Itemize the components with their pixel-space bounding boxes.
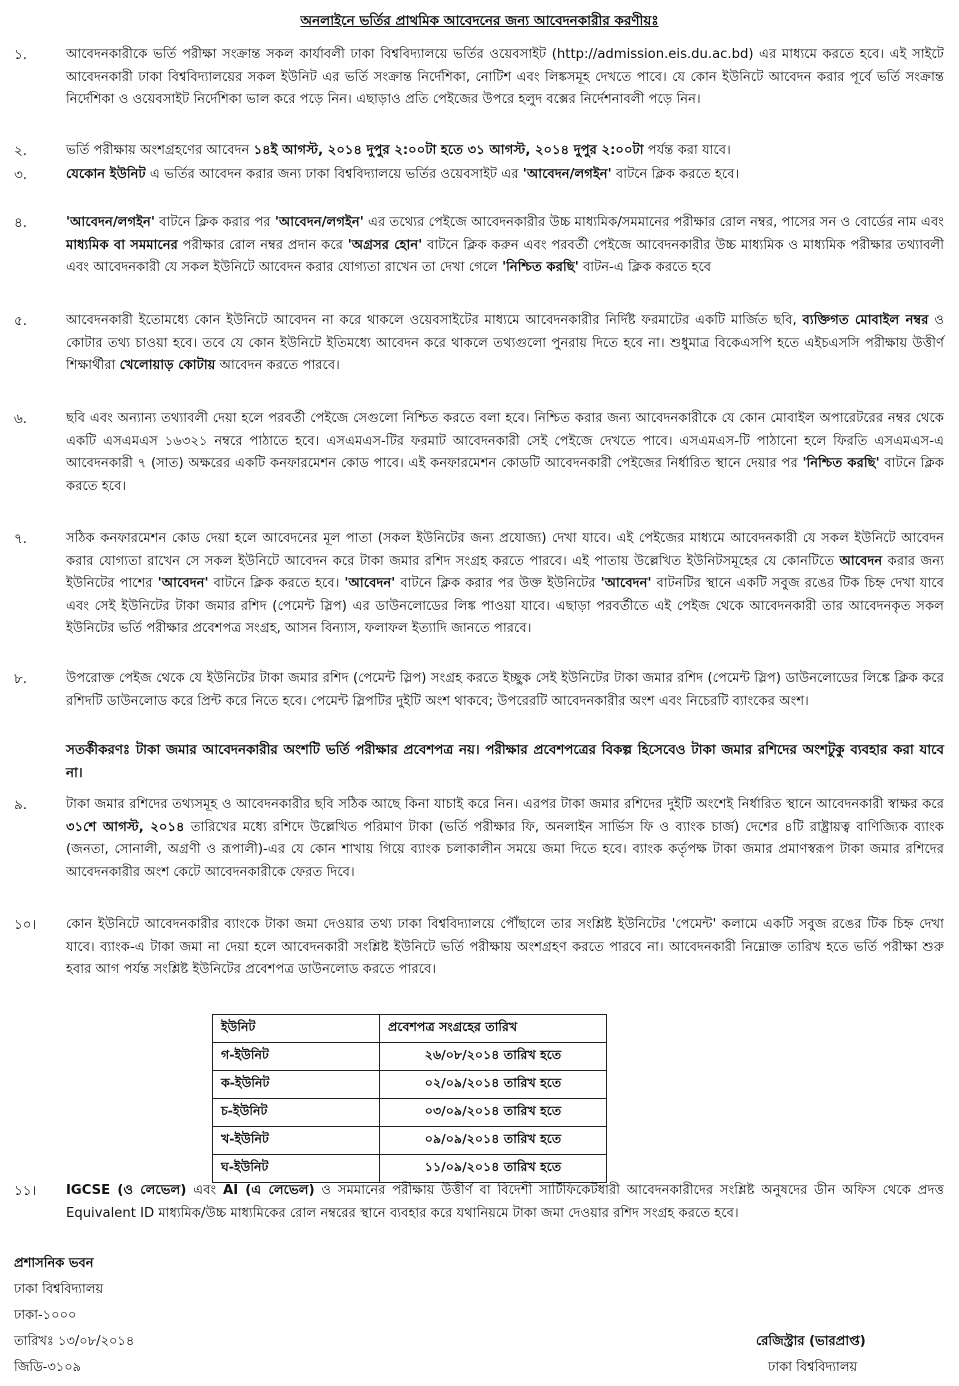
instruction-item xyxy=(14,1180,944,1225)
date-cell: ০৩/০৯/২০১৪ তারিখ হতে xyxy=(380,1099,607,1127)
item-number: ৪. xyxy=(14,215,28,231)
date-cell: ২৬/০৮/২০১৪ তারিখ হতে xyxy=(380,1043,607,1071)
notice-title xyxy=(0,12,959,30)
bold-text-run: মাধ্যমিক বা সমমানের xyxy=(66,237,178,253)
unit-cell: ঘ-ইউনিট xyxy=(213,1155,380,1183)
bold-text-run: IGCSE (ও লেভেল) xyxy=(66,1183,187,1198)
item-number: ৯. xyxy=(14,797,28,813)
footer-ref: জিডি-৩১০৯ xyxy=(14,1360,82,1375)
date-cell: ০২/০৯/২০১৪ তারিখ হতে xyxy=(380,1071,607,1099)
bold-text-run: আবেদন xyxy=(839,553,883,569)
item-text xyxy=(66,528,944,641)
bold-text-run: 'নিশ্চিত করছি' xyxy=(502,260,579,276)
text-run: বাটনে ক্লিক করতে হবে। xyxy=(208,576,345,592)
instruction-item xyxy=(14,528,944,641)
text-run: বাটনে ক্লিক করতে হবে। xyxy=(611,167,740,182)
text-run: টাকা জমার রশিদের তথ্যসমূহ ও আবেদনকারীর ছবি সঠিক আছে কিনা যাচাই করে নিন। এরপর টাকা জমার রশিদের দুইটি অংশেই নির্ধারিত স্থানে আবেদনকারী স্বাক্ষর করে xyxy=(66,797,944,812)
text-run: করার জন্য ইউনিটের পাশের xyxy=(66,553,944,592)
bold-text-run: 'আবেদন/লগইন' xyxy=(522,167,612,182)
item-number: ২. xyxy=(14,143,28,159)
item-number: ১. xyxy=(14,47,28,63)
text-run: এ ভর্তির আবেদন করার জন্য ঢাকা বিশ্ববিদ্যালয়ে ভর্তির ওয়েবসাইট এর xyxy=(145,167,523,182)
instruction-item xyxy=(14,794,944,884)
bold-text-run: ৩১শে আগস্ট, ২০১৪ xyxy=(66,819,185,835)
item-number: ৭. xyxy=(14,531,28,547)
bold-text-run: যেকোন ইউনিট xyxy=(66,167,146,182)
table-row xyxy=(213,1155,607,1183)
bold-text-run: ১৪ই আগস্ট, ২০১৪ দুপুর ২:০০টা হতে ৩১ আগস্ট, ২০১৪ দুপুর ২:০০টা xyxy=(253,143,644,158)
item-text xyxy=(66,1180,944,1225)
item-text xyxy=(66,914,944,982)
text-run: আবেদন করতে পারবে। xyxy=(215,358,340,374)
instruction-item xyxy=(14,914,944,982)
item-number: ৮. xyxy=(14,671,28,687)
unit-cell: ক-ইউনিট xyxy=(213,1071,380,1099)
text-run: বাটনটির স্থানে একটি সবুজ রঙের টিক চিহ্ন দেখা যাবে এবং সেই ইউনিটের টাকা জমার রশিদ (পেমেন্ট স্লিপ) এর ডাউনলোডের লিঙ্ক পাওয়া যাবে। এছাড়া পরবর্তীতে এই পেইজ থেকে আবেদনকারী তার আবেদনকৃত সকল ইউনিটের ভর্তি পরীক্ষার প্রবেশপত্র সংগ্রহ, আসন বিন্যাস, ফলাফল ইত্যাদি জানতে পারবে। xyxy=(66,576,944,637)
bold-text-run: 'আবেদন' xyxy=(600,576,652,592)
signature-designation: রেজিস্ট্রার (ভারপ্রাপ্ত) xyxy=(756,1334,866,1349)
item-text xyxy=(66,44,944,112)
notice-title-text: অনলাইনে ভর্তির প্রাথমিক আবেদনের জন্য আবেদনকারীর করণীয়ঃ xyxy=(300,13,659,29)
bold-text-run: ব্যক্তিগত মোবাইল নম্বর xyxy=(802,313,929,328)
table-row xyxy=(213,1043,607,1071)
text-run: এর তথ্যের পেইজে আবেদনকারীর উচ্চ মাধ্যমিক/সমমানের পরীক্ষার রোল নম্বর, পাসের সন ও বোর্ডের নাম এবং xyxy=(363,215,944,230)
bold-text-run: 'নিশ্চিত করছি' xyxy=(802,456,880,472)
item-text xyxy=(66,668,944,713)
bold-text-run: 'আবেদন' xyxy=(157,576,209,592)
table-row xyxy=(213,1071,607,1099)
bold-text-run: খেলোয়াড় কোটায় xyxy=(119,358,216,374)
text-run: ভর্তি পরীক্ষায় অংশগ্রহণের আবেদন xyxy=(66,143,254,158)
unit-cell: চ-ইউনিট xyxy=(213,1099,380,1127)
instruction-item xyxy=(14,408,944,498)
instruction-item xyxy=(14,164,944,187)
text-run: বাটনে ক্লিক করার পর xyxy=(154,215,275,230)
bold-text-run: 'আবেদন/লগইন' xyxy=(274,215,364,230)
text-run: বাটনে ক্লিক করার পর উক্ত ইউনিটের xyxy=(395,576,601,592)
instruction-item xyxy=(14,44,944,112)
text-run: আবেদনকারী ইতোমধ্যে কোন ইউনিটে আবেদন না করে থাকলে ওয়েবসাইটের মাধ্যমে আবেদনকারীর নির্দিষ্ট ফরমাটের একটি মার্জিত ছবি, xyxy=(66,313,803,328)
table-header: ইউনিট xyxy=(213,1015,380,1043)
date-cell: ১১/০৯/২০১৪ তারিখ হতে xyxy=(380,1155,607,1183)
item-text xyxy=(66,310,944,378)
item-text xyxy=(66,794,944,884)
footer-office: প্রশাসনিক ভবন xyxy=(14,1256,94,1271)
signature-university: ঢাকা বিশ্ববিদ্যালয় xyxy=(768,1360,858,1375)
text-run: আবেদনকারীকে ভর্তি পরীক্ষা সংক্রান্ত সকল কার্যাবলী ঢাকা বিশ্ববিদ্যালয়ে ভর্তির ওয়েবসাইট (http://admission.eis.du.ac.bd) এর মাধ্যমে করতে হবে। এই সাইটে আবেদনকারী ঢাকা বিশ্ববিদ্যালয়ের সকল ইউনিট এর ভর্তি সংক্রান্ত নির্দেশিকা, নোটিশ এবং লিঙ্কসমূহ দেখতে পাবে। যে কোন ইউনিটে আবেদন করার পূর্বে ভর্তি সংক্রান্ত নির্দেশিকা ও ওয়েবসাইট নির্দেশিকা ভাল করে পড়ে নিন। এছাড়াও প্রতি পেইজের উপরে হলুদ বক্সের নির্দেশনাবলী পড়ে নিন। xyxy=(66,47,944,108)
table-header-row xyxy=(213,1015,607,1043)
item-number: ১০। xyxy=(14,917,37,933)
text-run: ও সমমানের পরীক্ষায় উত্তীর্ণ বা বিদেশী সার্টিফিকেটধারী আবেদনকারীদের সংশ্লিষ্ট অনুষদের ডীন অফিস থেকে প্রদত্ত Equivalent ID মাধ্যমিক/উচ্চ মাধ্যমিকের রোল নম্বরের স্থানে ব্যবহার করে যথানিয়মে টাকা জমা দেওয়ার রশিদ সংগ্রহ করতে হবে। xyxy=(66,1183,944,1221)
unit-cell: গ-ইউনিট xyxy=(213,1043,380,1071)
warning-text: সতর্কীকরণঃ টাকা জমার আবেদনকারীর অংশটি ভর্তি পরীক্ষার প্রবেশপত্র নয়। পরীক্ষার প্রবেশপত্রের বিকল্প হিসেবেও টাকা জমার রশিদের অংশটুকু ব্যবহার করা যাবে না। xyxy=(66,743,944,781)
item-number: ৩. xyxy=(14,167,28,183)
footer-date: তারিখঃ ১৩/০৮/২০১৪ xyxy=(14,1334,135,1349)
item-text xyxy=(66,212,944,280)
item-number: ৫. xyxy=(14,313,28,329)
text-run: তারিখের মধ্যে রশিদে উল্লেখিত পরিমাণ টাকা (ভর্তি পরীক্ষার ফি, অনলাইন সার্ভিস ফি ও ব্যাংক চার্জ) দেশের ৪টি রাষ্ট্রায়ত্ব বাণিজ্যিক ব্যাংক (জনতা, সোনালী, অগ্রণী ও রূপালী)-এর যে কোন শাখায় গিয়ে ব্যাংক চলাকালীন সময়ে জমা দিতে হবে। ব্যাংক কর্তৃপক্ষ টাকা জমার প্রমাণস্বরূপ টাকা জমার রশিদের আবেদনকারীর অংশ কেটে আবেদনকারীকে ফেরত দিবে। xyxy=(66,819,944,880)
item-text xyxy=(66,140,944,163)
instruction-item xyxy=(14,668,944,713)
table-row xyxy=(213,1099,607,1127)
bold-text-run: AI (এ লেভেল) xyxy=(222,1183,315,1198)
item-number: ১১। xyxy=(14,1183,37,1199)
date-cell: ০৯/০৯/২০১৪ তারিখ হতে xyxy=(380,1127,607,1155)
text-run: এবং xyxy=(186,1183,223,1198)
instruction-item xyxy=(14,212,944,280)
admit-card-dates-table xyxy=(212,1014,607,1183)
bold-text-run: 'অগ্রসর হোন' xyxy=(347,237,423,253)
text-run: ছবি এবং অন্যান্য তথ্যাবলী দেয়া হলে পরবর্তী পেইজে সেগুলো নিশ্চিত করতে বলা হবে। নিশ্চিত করার জন্য আবেদনকারীকে যে কোন মোবাইল অপারেটরের নম্বর থেকে একটি এসএমএস ১৬৩২১ নম্বরে পাঠাতে হবে। এসএমএস-টির ফরমাট আবেদনকারী সেই পেইজে দেখতে পাবে। এসএমএস-টি পাঠানো হলে ফিরতি এসএমএস-এ আবেদনকারী ৭ (সাত) অক্ষরের একটি কনফারমেশন কোড পাবে। এই কনফারমেশন কোডটি আবেদনকারী পেইজের নির্ধারিত স্থানে দেয়ার পর xyxy=(66,411,944,472)
footer-city: ঢাকা-১০০০ xyxy=(14,1308,77,1323)
text-run: বাটনে ক্লিক করুন এবং পরবর্তী পেইজে আবেদনকারীর উচ্চ মাধ্যমিক ও মাধ্যমিক পরীক্ষার তথ্যাবলী এবং আবেদনকারী যে সকল ইউনিটে আবেদন করার যোগ্যতা রাখেন তা দেখা গেলে xyxy=(66,237,945,276)
item-number: ৬. xyxy=(14,411,28,427)
table-row xyxy=(213,1127,607,1155)
instruction-item xyxy=(14,310,944,378)
item-text xyxy=(66,164,944,187)
text-run: বাটনে ক্লিক করতে হবে। xyxy=(66,456,944,494)
text-run: পর্যন্ত করা যাবে। xyxy=(643,143,731,158)
bold-text-run: 'আবেদন' xyxy=(344,576,396,592)
text-run: বাটন-এ ক্লিক করতে হবে xyxy=(578,260,712,276)
text-run: ও কোটার তথ্য চাওয়া হবে। তবে যে কোন ইউনিটে ইতিমধ্যে আবেদন করে থাকলে তথ্যগুলো পুনরায় দিতে হবে না। শুধুমাত্র বিকেএসপি হতে এইচএসসি পরীক্ষায় উত্তীর্ণ শিক্ষার্থীরা xyxy=(66,313,944,374)
text-run: পরীক্ষার রোল নম্বর প্রদান করে xyxy=(177,237,348,253)
instruction-item xyxy=(14,140,944,163)
table-header: প্রবেশপত্র সংগ্রহের তারিখ xyxy=(380,1015,607,1043)
footer-university: ঢাকা বিশ্ববিদ্যালয় xyxy=(14,1282,104,1297)
text-run: কোন ইউনিটে আবেদনকারীর ব্যাংকে টাকা জমা দেওয়ার তথ্য ঢাকা বিশ্ববিদ্যালয়ে পৌঁছালে তার সংশ্লিষ্ট ইউনিটের 'পেমেন্ট' কলামে একটি সবুজ রঙের টিক চিহ্ন দেখা যাবে। ব্যাংক-এ টাকা জমা না দেয়া হলে আবেদনকারী সংশ্লিষ্ট ইউনিটে ভর্তি পরীক্ষায় অংশগ্রহণ করতে পারবে না। আবেদনকারী নিম্নোক্ত তারিখ হতে ভর্তি পরীক্ষা শুরু হবার আগ পর্যন্ত সংশ্লিষ্ট ইউনিটের প্রবেশপত্র ডাউনলোড করতে পারবে। xyxy=(66,917,944,978)
text-run: উপরোক্ত পেইজ থেকে যে ইউনিটের টাকা জমার রশিদ (পেমেন্ট স্লিপ) সংগ্রহ করতে ইচ্ছুক সেই ইউনিটের টাকা জমার রশিদ (পেমেন্ট স্লিপ) ডাউনলোডের লিঙ্কে ক্লিক করে রশিদটি ডাউনলোড করে প্রিন্ট করে নিতে হবে। পেমেন্ট স্লিপটির দুইটি অংশ থাকবে; উপরেরটি আবেদনকারীর অংশ এবং নিচেরটি ব্যাংকের অংশ। xyxy=(66,671,944,709)
item-text xyxy=(66,408,944,498)
unit-cell: খ-ইউনিট xyxy=(213,1127,380,1155)
text-run: সঠিক কনফারমেশন কোড দেয়া হলে আবেদনের মূল পাতা (সকল ইউনিটের জন্য প্রযোজ্য) দেখা যাবে। এই পেইজের মাধ্যমে আবেদনকারী যে সকল ইউনিটে আবেদন করার যোগ্যতা রাখেন সে সকল ইউনিটে আবেদন করে টাকা জমার রশিদ সংগ্রহ করতে পারবে। এই পাতায় উল্লেখিত ইউনিটসমূহের যে কোনটিতে xyxy=(66,531,944,569)
bold-text-run: 'আবেদন/লগইন' xyxy=(66,215,155,230)
